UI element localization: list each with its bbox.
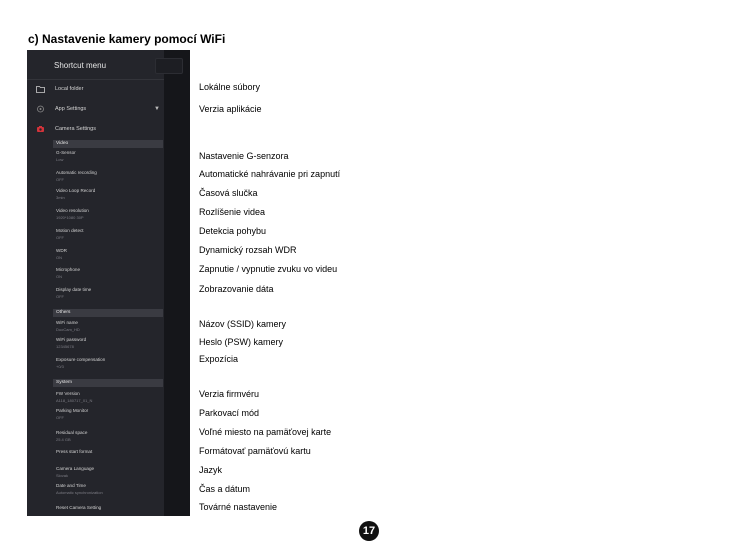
setting-display-date-time[interactable] (56, 287, 156, 299)
section-header-others: Others (53, 309, 163, 317)
setting-wifi-password[interactable] (56, 337, 156, 349)
setting-value: 12345678 (56, 344, 74, 349)
menu-item-label: Local folder (55, 86, 84, 92)
setting-residual-space (56, 430, 156, 442)
desc-language: Jazyk (199, 465, 223, 475)
setting-value: OFF (56, 415, 64, 420)
setting-title: Camera Language (56, 466, 95, 471)
menu-title: Shortcut menu (54, 61, 107, 70)
desc-g-sensor: Nastavenie G-senzora (199, 151, 289, 161)
desc-fw-version: Verzia firmvéru (199, 389, 260, 399)
setting-title: Exposure compensation (56, 357, 106, 362)
setting-value: Automatic synchronization (56, 490, 103, 495)
setting-wdr[interactable] (56, 248, 156, 260)
background-ui-element (155, 58, 183, 74)
desc-ssid: Názov (SSID) kamery (199, 319, 287, 329)
setting-value: DuoCam_HD (56, 327, 80, 332)
desc-local-files: Lokálne súbory (199, 82, 261, 92)
setting-title: Date and Time (56, 483, 86, 488)
shortcut-menu (27, 50, 164, 516)
menu-item-label: Camera Settings (55, 126, 96, 132)
setting-wifi-name[interactable] (56, 320, 156, 332)
setting-exposure-compensation[interactable] (56, 357, 156, 369)
setting-title: Video Loop Record (56, 188, 96, 193)
desc-motion: Detekcia pohybu (199, 226, 267, 236)
folder-icon (36, 85, 45, 93)
desc-password: Heslo (PSW) kamery (199, 337, 284, 347)
setting-g-sensor[interactable] (56, 150, 156, 162)
desc-wdr: Dynamický rozsah WDR (199, 245, 297, 255)
setting-title: Residual space (56, 430, 88, 435)
setting-value: OFF (56, 235, 64, 240)
setting-value: Low (56, 157, 64, 162)
desc-resolution: Rozlíšenie videa (199, 207, 266, 217)
setting-title: FW Version (56, 391, 80, 396)
desc-reset: Továrné nastavenie (199, 502, 278, 512)
setting-value: OFF (56, 177, 64, 182)
setting-title: WiFi password (56, 337, 87, 342)
section-header-system: System (53, 379, 163, 387)
setting-title: Microphone (56, 267, 81, 272)
page-number: 17 (359, 521, 379, 541)
setting-value: A118_180717_01_N (56, 398, 93, 403)
gear-icon (36, 105, 45, 113)
setting-motion-detect[interactable] (56, 228, 156, 240)
chevron-down-icon[interactable]: ▼ (154, 106, 160, 112)
setting-title: Motion detect (56, 228, 84, 233)
section-header-video: Video (53, 140, 163, 148)
desc-microphone: Zapnutie / vypnutie zvuku vo videu (199, 264, 338, 274)
setting-title: Parking Monitor (56, 408, 89, 413)
setting-value: 25.4 GB (56, 437, 71, 442)
desc-exposure: Expozícia (199, 354, 239, 364)
setting-title: Display date time (56, 287, 92, 292)
setting-title: WDR (56, 248, 67, 253)
desc-parking: Parkovací mód (199, 408, 260, 418)
setting-value: ON (56, 255, 62, 260)
setting-value: 1920*1080 30P (56, 215, 84, 220)
setting-camera-language[interactable] (56, 466, 156, 478)
desc-auto-recording: Automatické nahrávanie pri zapnutí (199, 169, 341, 179)
section-heading: c) Nastavenie kamery pomocí WiFi (28, 32, 226, 46)
camera-icon (36, 125, 45, 133)
setting-value: Slovak (56, 473, 69, 478)
setting-date-and-time[interactable] (56, 483, 156, 495)
background-app-view (164, 50, 190, 516)
reset-camera-setting-button[interactable]: Reset Camera Setting (56, 505, 102, 510)
desc-date-display: Zobrazovanie dáta (199, 284, 274, 294)
setting-value: ON (56, 274, 62, 279)
app-screenshot (27, 50, 190, 516)
setting-parking-monitor[interactable] (56, 408, 156, 420)
menu-item-label: App Settings (55, 106, 87, 112)
setting-microphone[interactable] (56, 267, 156, 279)
setting-automatic-recording[interactable] (56, 170, 156, 182)
setting-value: OFF (56, 294, 64, 299)
desc-loop: Časová slučka (199, 188, 258, 198)
desc-app-version: Verzia aplikácie (199, 104, 262, 114)
setting-value: +0/3 (56, 364, 64, 369)
desc-datetime: Čas a dátum (199, 484, 251, 494)
setting-title: Video resolution (56, 208, 89, 213)
setting-loop-record[interactable] (56, 188, 156, 200)
setting-title: Automatic recording (56, 170, 97, 175)
setting-title: WiFi name (56, 320, 78, 325)
divider (27, 79, 164, 80)
setting-value: 3min (56, 195, 65, 200)
setting-title: G-Sensor (56, 150, 76, 155)
desc-free-space: Voľné miesto na pamäťovej karte (199, 427, 332, 437)
setting-fw-version (56, 391, 156, 403)
press-start-format-button[interactable]: Press start format (56, 449, 93, 454)
desc-format: Formátovať pamäťovú kartu (199, 446, 311, 456)
setting-video-resolution[interactable] (56, 208, 156, 220)
